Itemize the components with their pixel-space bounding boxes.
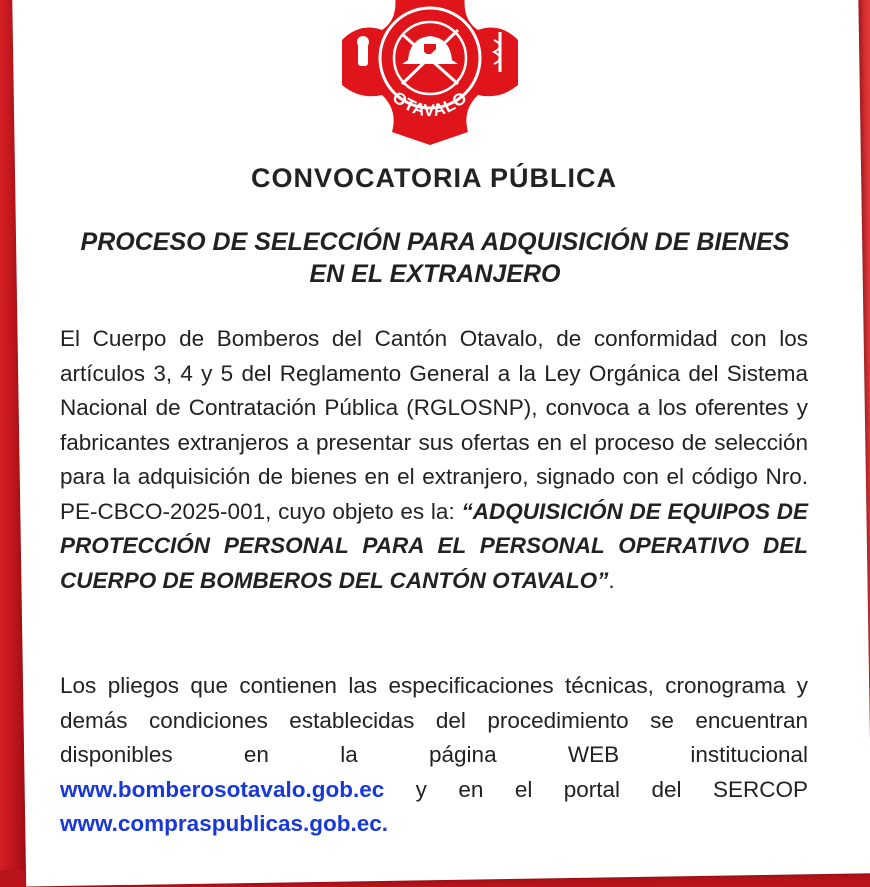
page-title: CONVOCATORIA PÚBLICA bbox=[250, 163, 617, 193]
paragraph-announcement bbox=[60, 322, 808, 598]
announcement-end: . bbox=[608, 567, 615, 593]
paragraph-availability bbox=[60, 669, 808, 842]
link-bomberos-website[interactable]: www.bomberosotavalo.gob.ec bbox=[60, 776, 385, 802]
subtitle: PROCESO DE SELECCIÓN PARA ADQUISICIÓN DE BIENES EN EL EXTRANJERO bbox=[80, 228, 790, 288]
contract-object: “ADQUISICIÓN DE EQUIPOS DE PROTECCIÓN PERSONAL PARA EL PERSONAL OPERATIVO DEL CUERPO DE BOMBEROS DEL CANTÓN OTAVALO” bbox=[60, 498, 808, 593]
availability-middle: y en el portal del SERCOP bbox=[384, 776, 808, 802]
link-compras-publicas[interactable]: www.compraspublicas.gob.ec. bbox=[60, 811, 388, 836]
announcement-intro: El Cuerpo de Bomberos del Cantón Otavalo, de conformidad con los artículos 3, 4 y 5 del Reglamento General a la Ley Orgánica del Sistema Nacional de Contratación Pública (RGLOSNP), convoca a los oferentes y fabricantes extranjeros a presentar sus ofertas en el proceso de selección para la adquisición de bienes en el extranjero, signado con el código Nro. PE-CBCO-2025-001, cuyo objeto es la: bbox=[60, 326, 808, 524]
availability-text: Los pliegos que contienen las especificaciones técnicas, cronograma y demás condiciones establecidas del procedimiento se encuentran disponibles en la página WEB institucional bbox=[60, 673, 808, 767]
logo-text: OTAVALO bbox=[388, 87, 472, 121]
